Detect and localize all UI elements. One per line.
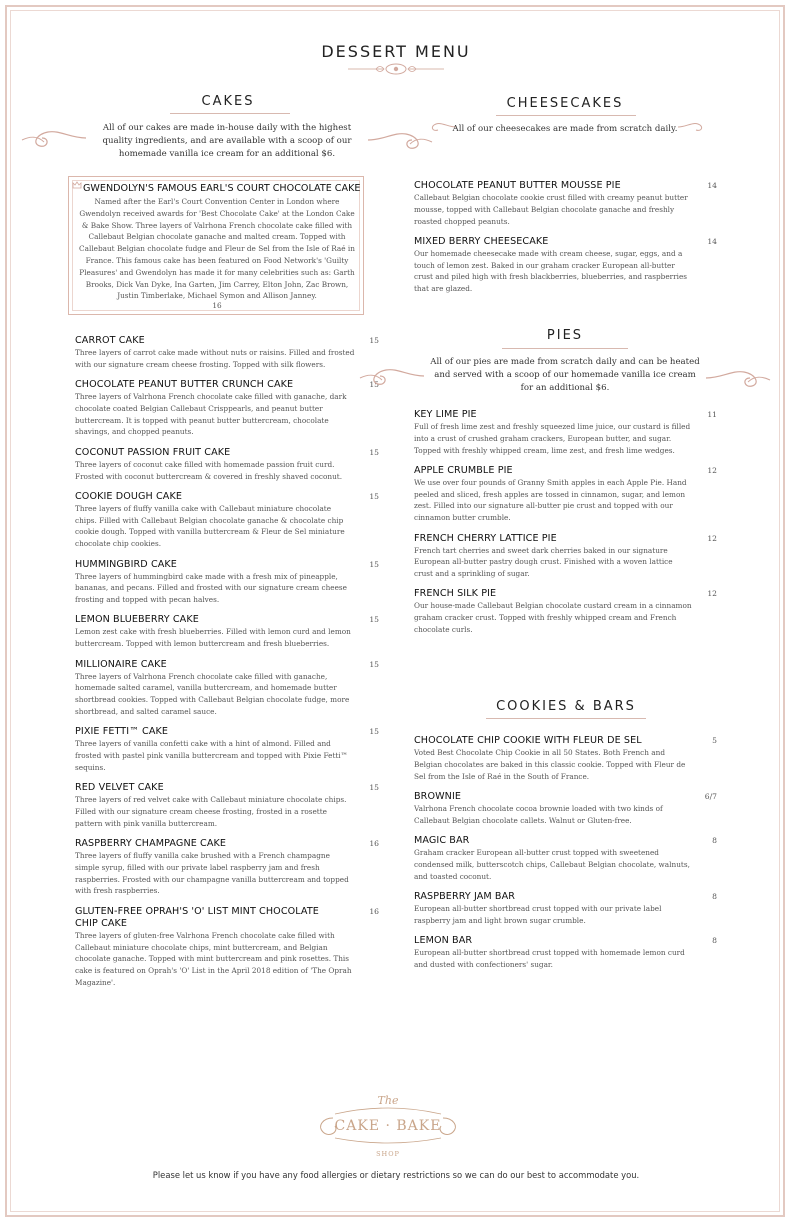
cookies-title-rule	[486, 718, 646, 719]
menu-item	[414, 891, 717, 927]
item-desc: Full of fresh lime zest and freshly squeezed lime juice, our custard is filled into a crust of crushed graham crackers, European butter, and sugar. Topped with freshly whipped cream, lime zest, and fresh lime wedges.	[414, 422, 691, 455]
item-desc: Three layers of coconut cake filled with homemade passion fruit curd. Frosted with coconut buttercream & covered in freshly shaved coconut.	[75, 459, 343, 481]
cookies-title: COOKIES & BARS	[496, 699, 636, 714]
item-name: CHOCOLATE PEANUT BUTTER MOUSSE PIE	[414, 180, 621, 191]
item-name: COCONUT PASSION FRUIT CAKE	[75, 446, 231, 458]
item-price: 6/7	[704, 791, 717, 801]
item-desc: Our homemade cheesecake made with cream cheese, sugar, eggs, and a touch of lemon zest. Baked in our graham cracker European all-butter crust and piled high with fresh blackberries, blueberries, and raspberries that are glazed.	[414, 248, 688, 294]
menu-item	[75, 726, 379, 773]
pies-left-swirl-icon	[358, 364, 426, 388]
pies-title-rule	[502, 348, 628, 349]
item-name: FRENCH SILK PIE	[414, 588, 497, 600]
menu-item	[75, 906, 379, 989]
menu-item	[75, 782, 379, 829]
menu-item	[75, 335, 379, 371]
menu-item	[414, 588, 717, 635]
menu-item	[414, 180, 717, 227]
item-price: 15	[369, 336, 379, 345]
item-price: 12	[707, 465, 717, 475]
item-price: 15	[369, 615, 379, 625]
item-desc: Three layers of carrot cake made without nuts or raisins. Filled and frosted with our signature cream cheese frosting. Topped with silk flowers.	[75, 348, 355, 369]
cookies-list	[414, 735, 717, 979]
item-desc: Three layers of Valrhona French chocolate cake filled with ganache, homemade salted caramel, vanilla buttercream, and homemade butter shortbread cookies. Topped with Callebaut Belgian chocolate fudge, more shortbread, and salted caramel sauce.	[75, 671, 350, 716]
cakes-left-swirl-icon	[20, 126, 88, 150]
item-desc: Three layers of gluten-free Valrhona French chocolate cake filled with Callebaut miniature chocolate chips, mint buttercream, and Belgian chocolate ganache. Topped with mint buttercream and pink rosettes. This cake is featured on Oprah's 'O' List in the April 2018 edition of 'The Oprah Magazine'.	[75, 930, 352, 987]
item-price: 15	[369, 659, 379, 669]
item-price: 15	[369, 727, 379, 737]
item-name: MAGIC BAR	[414, 834, 470, 846]
item-name: CARROT CAKE	[75, 335, 145, 346]
item-price: 12	[707, 589, 717, 599]
item-price: 15	[369, 491, 379, 501]
item-desc: Voted Best Chocolate Chip Cookie in all 50 States. Both French and Belgian chocolates are baked in this classic cookie. Topped with Fleur de Sel from the Isle of Raé in the South of France.	[414, 748, 686, 781]
item-desc: French tart cherries and sweet dark cherries baked in our signature European all-butter pastry dough crust. Finished with a woven lattice crust and a sprinkling of sugar.	[414, 545, 673, 579]
menu-title: DESSERT MENU	[321, 42, 471, 61]
cakes-right-swirl-icon	[366, 128, 434, 152]
item-name: BROWNIE	[414, 790, 462, 802]
item-price: 14	[707, 236, 717, 246]
item-price: 15	[369, 380, 379, 390]
item-price: 12	[707, 533, 717, 543]
cake-bake-shop-logo	[313, 1088, 463, 1160]
pies-title: PIES	[546, 328, 584, 343]
menu-item	[75, 659, 379, 718]
menu-item	[75, 379, 379, 438]
item-desc: Three layers of red velvet cake with Callebaut miniature chocolate chips. Filled with our signature cream cheese frosting, frosted in a rosette pattern with pink vanilla buttercream.	[75, 795, 347, 828]
item-desc: We use over four pounds of Granny Smith apples in each Apple Pie. Hand peeled and sliced, fresh apples are tossed in cinnamon, sugar, and lemon zest. Filled into our signature all-butter pie crust and topped with our cinnamon butter crumble.	[414, 477, 687, 523]
logo-name: CAKE · BAKE	[334, 1118, 442, 1134]
pies-intro: All of our pies are made from scratch daily and can be heated and served with a scoop of our homemade vanilla ice cream for an additional $6.	[430, 357, 700, 393]
item-name: RASPBERRY JAM BAR	[414, 890, 516, 902]
item-name: RASPBERRY CHAMPAGNE CAKE	[75, 838, 227, 850]
item-name: FRENCH CHERRY LATTICE PIE	[414, 532, 557, 544]
item-price: 15	[369, 559, 379, 569]
pies-list	[414, 409, 717, 644]
cheesecakes-list	[414, 180, 717, 304]
item-name: COOKIE DOUGH CAKE	[75, 490, 183, 502]
logo-the: The	[377, 1094, 399, 1107]
menu-item	[414, 735, 717, 782]
menu-item	[75, 491, 379, 550]
item-desc: Valrhona French chocolate cocoa brownie loaded with two kinds of Callebaut Belgian chocolate callets. Walnut or Gluten-free.	[414, 803, 663, 825]
item-price: 8	[712, 935, 717, 945]
item-name: CHOCOLATE PEANUT BUTTER CRUNCH CAKE	[75, 379, 294, 391]
item-name: PIXIE FETTI™ CAKE	[75, 726, 169, 738]
menu-item	[414, 409, 717, 456]
menu-item	[414, 791, 717, 827]
featured-cake-box	[68, 176, 364, 315]
featured-cake-name: GWENDOLYN'S FAMOUS EARL'S COURT CHOCOLATE CAKE	[83, 183, 361, 194]
item-name: KEY LIME PIE	[414, 409, 477, 420]
item-desc: Three layers of fluffy vanilla cake with Callebaut miniature chocolate chips. Filled with Callebaut Belgian chocolate ganache & chocolate chip cookie dough. Topped with vanilla buttercream & Fleur de Sel miniature chocolate chip cookies.	[75, 503, 345, 549]
item-price: 14	[707, 181, 717, 190]
item-desc: Our house-made Callebaut Belgian chocolate custard cream in a cinnamon graham cracker crust. Topped with freshly whipped cream and French chocolate curls.	[414, 601, 692, 635]
item-desc: Three layers of fluffy vanilla cake brushed with a French champagne simple syrup, filled with our private label raspberry jam and fresh raspberries. Frosted with our champagne vanilla buttercream and topped with fresh raspberries.	[75, 851, 349, 896]
item-price: 16	[369, 906, 379, 916]
item-name: MILLIONAIRE CAKE	[75, 658, 167, 670]
item-name: CHOCOLATE CHIP COOKIE WITH FLEUR DE SEL	[414, 735, 642, 746]
cheesecakes-title: CHEESECAKES	[506, 96, 624, 111]
featured-cake-desc: Named after the Earl's Court Convention Center in London where Gwendolyn received awards for 'Best Chocolate Cake' at the London Cake & Bake Show. Three layers of Valrhona French chocolate cake filled with Callebaut Belgian chocolate ganache and malted cream. Topped with Callebaut Belgian chocolate fudge and Fleur de Sel from the Isle of Raé in France. This famous cake has been featured on Food Network's 'Guilty Pleasures' and Gwendolyn has made it for many celebrities such as: Garth Brooks, Dick Van Dyke, Ina Garten, Jim Carrey, Elton John, Zac Brown, Justin Timberlake, Michael Symon and Allison Janney.	[79, 197, 355, 301]
item-desc: Graham cracker European all-butter crust topped with sweetened condensed milk, butterscotch chips, Callebaut Belgian chocolate, walnuts, and toasted coconut.	[414, 847, 690, 881]
item-price: 8	[712, 891, 717, 901]
item-price: 8	[712, 835, 717, 845]
allergy-note: Please let us know if you have any food allergies or dietary restrictions so we can do our best to accommodate you.	[152, 1170, 640, 1180]
cheesecakes-intro: All of our cheesecakes are made from scratch daily.	[452, 124, 678, 134]
item-desc: European all-butter shortbread crust topped with homemade lemon curd and dusted with confectioners' sugar.	[414, 947, 685, 969]
menu-item	[414, 236, 717, 295]
logo-sub: SHOP	[376, 1150, 400, 1158]
menu-item	[75, 838, 379, 897]
cakes-title-rule	[170, 113, 290, 114]
cakes-intro: All of our cakes are made in-house daily with the highest quality ingredients, and are available with a scoop of our homemade vanilla ice cream for an additional $6.	[102, 123, 352, 159]
item-name: MIXED BERRY CHEESECAKE	[414, 235, 549, 247]
item-name: GLUTEN-FREE OPRAH'S 'O' LIST MINT CHOCOLATE CHIP CAKE	[75, 905, 319, 929]
item-desc: Lemon zest cake with fresh blueberries. Filled with lemon curd and lemon buttercream. Topped with lemon buttercream and fresh blueberries.	[75, 627, 351, 649]
item-name: RED VELVET CAKE	[75, 782, 164, 794]
cheesecakes-title-rule	[496, 115, 636, 116]
title-flourish-icon	[346, 62, 446, 76]
cakes-title: CAKES	[201, 94, 255, 109]
cakes-list	[75, 335, 379, 997]
menu-item	[75, 447, 379, 483]
menu-item	[414, 465, 717, 524]
item-name: HUMMINGBIRD CAKE	[75, 558, 177, 570]
menu-item	[75, 614, 379, 650]
crown-icon	[72, 181, 82, 189]
menu-item	[414, 935, 717, 971]
item-desc: Callebaut Belgian chocolate cookie crust filled with creamy peanut butter mousse, topped with Callebaut Belgian chocolate ganache and freshly roasted chopped peanuts.	[414, 193, 688, 226]
featured-cake-price: 16	[212, 301, 222, 310]
item-name: APPLE CRUMBLE PIE	[414, 464, 513, 476]
item-price: 15	[369, 783, 379, 793]
item-price: 15	[369, 447, 379, 457]
item-desc: European all-butter shortbread crust topped with our private label raspberry jam and light brown sugar crumble.	[414, 903, 662, 925]
item-price: 16	[369, 839, 379, 849]
menu-item	[75, 559, 379, 606]
item-desc: Three layers of hummingbird cake made with a fresh mix of pineapple, bananas, and pecans. Filled and frosted with our signature cream cheese frosting and topped with pecan halves.	[75, 571, 347, 605]
menu-item	[414, 835, 717, 882]
menu-item	[414, 533, 717, 580]
item-price: 11	[707, 410, 717, 419]
item-desc: Three layers of vanilla confetti cake with a hint of almond. Filled and frosted with pastel pink vanilla buttercream and topped with Pixie Fetti™ sequins.	[75, 739, 348, 772]
item-name: LEMON BAR	[414, 934, 473, 946]
item-price: 5	[712, 736, 717, 745]
item-desc: Three layers of Valrhona French chocolate cake filled with ganache, dark chocolate coated Belgian Callebaut Crisppearls, and peanut butter buttercream. It is topped with peanut butter buttercream, chocolate shavings, and chopped peanuts.	[75, 392, 347, 437]
pies-right-swirl-icon	[704, 366, 772, 390]
item-name: LEMON BLUEBERRY CAKE	[75, 614, 199, 626]
